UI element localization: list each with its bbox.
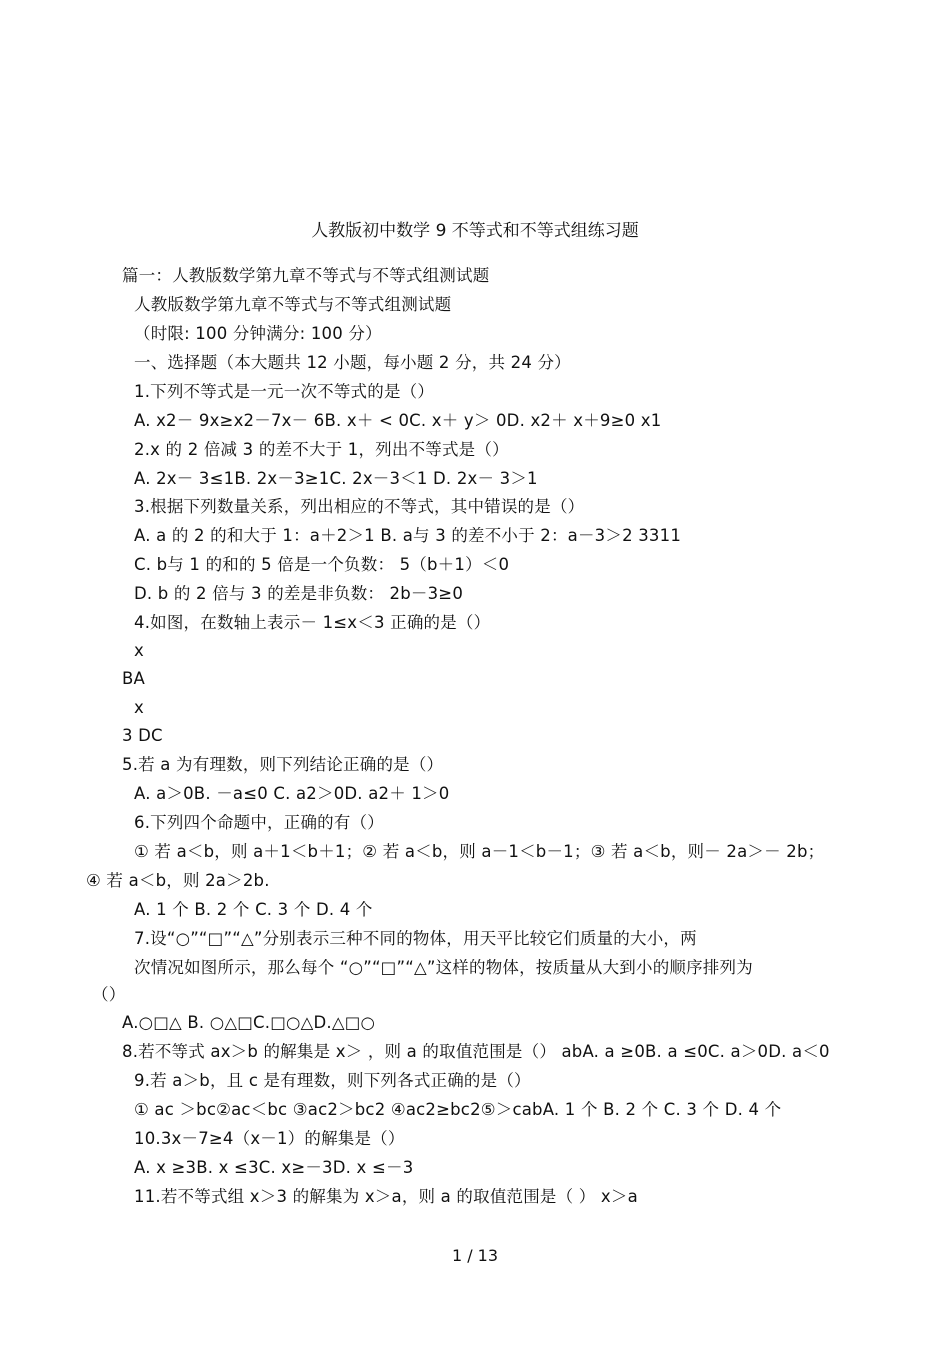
time-limit: （时限: 100 分钟满分: 100 分） (134, 324, 382, 343)
question-7-options: A.○□△ B. ○△□C.□○△D.△□○ (122, 1013, 376, 1032)
section-heading: 篇一：人教版数学第九章不等式与不等式组测试题 (122, 266, 490, 285)
question-5-options: A. a＞0B. －a≤0 C. a2＞0D. a2＋ 1＞0 (134, 784, 450, 803)
question-1-options: A. x2－ 9x≥x2－7x－ 6B. x＋ < 0C. x＋ y＞ 0D. x2＋ x＋9≥0 x1 (134, 411, 662, 430)
question-7-continued: 次情况如图所示，那么每个 “○”“□”“△”这样的物体，按质量从大到小的顺序排列为 (134, 958, 753, 977)
question-2-options: A. 2x－ 3≤1B. 2x－3≥1C. 2x－3＜1 D. 2x－ 3＞1 (134, 469, 538, 488)
question-2: 2.x 的 2 倍减 3 的差不大于 1，列出不等式是（） (134, 440, 509, 459)
question-1: 1.下列不等式是一元一次不等式的是（） (134, 382, 435, 401)
question-9-options: ① ac ＞bc②ac＜bc ③ac2＞bc2 ④ac2≥bc2⑤＞cabA. 1 个 B. 2 个 C. 3 个 D. 4 个 (134, 1100, 782, 1119)
document-title: 人教版初中数学 9 不等式和不等式组练习题 (311, 221, 639, 241)
page-number: 1 / 13 (451, 1246, 499, 1265)
question-6: 6.下列四个命题中，正确的有（） (134, 813, 384, 832)
question-6-statements: ① 若 a＜b，则 a＋1＜b＋1；② 若 a＜b，则 a－1＜b－1；③ 若 a＜b，则－ 2a＞－ 2b； (134, 842, 825, 861)
question-3-option-ab: A. a 的 2 的和大于 1：a＋2＞1 B. a与 3 的差不小于 2：a－3＞2 3311 (134, 526, 682, 545)
figure-label-dc: 3 DC (122, 726, 163, 745)
question-3: 3.根据下列数量关系，列出相应的不等式，其中错误的是（） (134, 497, 585, 516)
question-7-bracket: （） (92, 985, 126, 1004)
question-9: 9.若 a＞b，且 c 是有理数，则下列各式正确的是（） (134, 1071, 531, 1090)
figure-label-x-2: x (134, 698, 144, 717)
question-11: 11.若不等式组 x＞3 的解集为 x＞a，则 a 的取值范围是（ ） x＞a (134, 1187, 638, 1206)
question-3-option-d: D. b 的 2 倍与 3 的差是非负数： 2b－3≥0 (134, 584, 464, 603)
question-6-statement-4: ④ 若 a＜b，则 2a＞2b. (86, 871, 270, 890)
question-7: 7.设“○”“□”“△”分别表示三种不同的物体，用天平比较它们质量的大小，两 (134, 929, 697, 948)
question-4: 4.如图，在数轴上表示－ 1≤x＜3 正确的是（） (134, 613, 491, 632)
figure-label-ba: BA (122, 669, 146, 688)
part-heading: 一、选择题（本大题共 12 小题，每小题 2 分，共 24 分） (134, 353, 571, 372)
question-10: 10.3x－7≥4（x－1）的解集是（） (134, 1129, 405, 1148)
question-8: 8.若不等式 ax＞b 的解集是 x＞ ，则 a 的取值范围是（） abA. a ≥0B. a ≤0C. a＞0D. a＜0 (122, 1042, 830, 1061)
question-6-options: A. 1 个 B. 2 个 C. 3 个 D. 4 个 (134, 900, 373, 919)
test-title: 人教版数学第九章不等式与不等式组测试题 (134, 295, 452, 314)
question-5: 5.若 a 为有理数，则下列结论正确的是（） (122, 755, 444, 774)
figure-label-x-1: x (134, 641, 144, 660)
question-3-option-c: C. b与 1 的和的 5 倍是一个负数： 5（b＋1）＜0 (134, 555, 510, 574)
question-10-options: A. x ≥3B. x ≤3C. x≥－3D. x ≤－3 (134, 1158, 414, 1177)
